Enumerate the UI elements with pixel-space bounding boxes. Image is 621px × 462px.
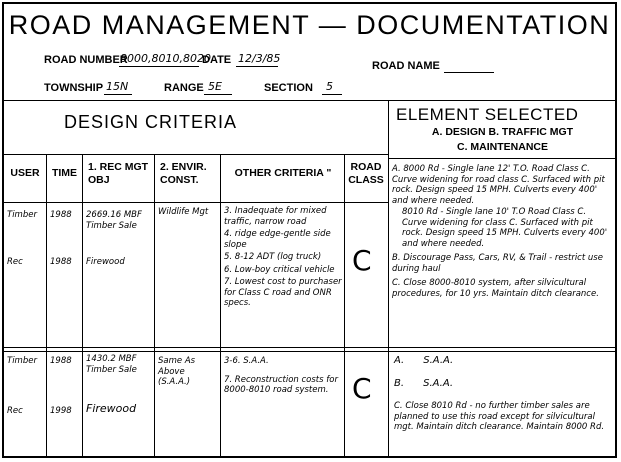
s2-element-text [394,356,612,433]
s2-row1-envir: Same As Above (S.A.A.) [158,356,196,387]
page-title: ROAD MANAGEMENT — DOCUMENTATION [8,10,611,40]
s2-row2-user: Rec [7,406,23,416]
s1-row2-rec-mgt: Firewood [86,257,125,267]
section-divider-2 [4,351,615,352]
s1-row1-rec-mgt: 2669.16 MBF Timber Sale [86,210,142,231]
column-header-other-criteria: OTHER CRITERIA " [234,167,332,179]
header-divider [4,100,615,101]
s2-row2-rec-mgt: Firewood [86,402,137,415]
road-number-underline [119,66,199,67]
township-underline [104,94,132,95]
s2-criteria-item: 3-6. S.A.A. [224,356,269,366]
s2-row2-time: 1998 [50,406,72,416]
s1-row2-time: 1988 [50,257,72,267]
element-header-line [388,158,615,159]
column-header-time: TIME [51,167,78,179]
column-header-road-class: ROAD CLASS [348,161,384,186]
s1-other-criteria-list [224,206,342,309]
date-label: DATE [202,54,232,66]
township-label: TOWNSHIP [44,82,104,94]
s2-element-a: A. S.A.A. [394,355,454,366]
s2-element-b: B. S.A.A. [394,377,454,389]
road-name-label: ROAD NAME [372,60,440,72]
road-number-value: 8000,8010,8020 [120,52,211,65]
column-header-bottom-line [4,202,388,203]
col-divider-other [344,154,345,456]
section-underline [322,94,342,95]
section-label: SECTION [264,82,313,94]
column-header-user: USER [10,167,40,179]
s1-element-b: B. Discourage Pass, Cars, RV, & Trail - restrict use during haul [392,253,603,274]
column-header-rec-mgt-obj: 1. REC MGT OBJ [88,161,149,186]
s1-criteria-item: 5. 8-12 ADT (log truck) [224,252,322,262]
s2-criteria-item: 7. Reconstruction costs for 8000-8010 road system. [224,374,338,395]
s1-element-a2: 8010 Rd - Single lane 10' T.O Road Class C. Curve widening for class C. Surfaced with pit rock. Design speed 15 MPH. Culverts every 400' and where needed. [402,207,608,249]
range-value: 5E [208,80,222,93]
s1-criteria-item: 4. ridge edge-gentle side slope [224,229,331,250]
s2-row1-time: 1988 [50,356,72,366]
s1-criteria-item: 6. Low-boy critical vehicle [224,264,335,275]
s1-criteria-item: 3. Inadequate for mixed traffic, narrow road [224,206,327,227]
s1-road-class: C [352,244,372,277]
col-divider-rec [154,154,155,456]
s1-element-a: A. 8000 Rd - Single lane 12' T.O. Road Class C. Curve widening for road class C. Surfaced with pit rock. Design speed 15 MPH. Culverts every 400' and where needed. [392,164,605,206]
s2-row1-rec-mgt: 1430.2 MBF Timber Sale [86,354,137,375]
column-header-top-line [4,154,388,155]
s1-element-c: C. Close 8000-8010 system, after silvicultural procedures, for 10 yrs. Maintain ditch clearance. [392,278,599,299]
s1-row1-time: 1988 [50,210,72,220]
s2-row1-user: Timber [7,356,37,366]
documentation-form [2,2,617,458]
range-underline [204,94,232,95]
s2-road-class: C [352,372,372,405]
date-underline [236,66,278,67]
section-value: 5 [326,80,333,93]
s1-criteria-item: 7. Lowest cost to purchaser for Class C road and ONR specs. [224,277,342,308]
township-value: 15N [106,80,129,93]
s2-other-criteria-list [224,356,342,396]
date-value: 12/3/85 [238,52,281,65]
road-name-underline [444,72,494,73]
element-selected-heading: ELEMENT SELECTED [396,105,579,124]
section-divider-1 [4,347,615,348]
element-selected-line2: C. MAINTENANCE [457,141,548,153]
criteria-element-divider [388,100,389,456]
col-divider-envir [220,154,221,456]
s2-element-c: C. Close 8010 Rd - no further timber sales are planned to use this road except for silvicultural mgt. Maintain ditch clearance. Maintain 8000 Rd. [394,401,605,432]
s1-row1-user: Timber [7,210,37,220]
road-number-label: ROAD NUMBER [44,54,128,66]
s1-row2-user: Rec [7,257,23,267]
col-divider-time [82,154,83,456]
column-header-envir-const: 2. ENVIR. CONST. [160,161,207,186]
range-label: RANGE [164,82,204,94]
element-selected-line1: A. DESIGN B. TRAFFIC MGT [431,126,574,138]
s1-row1-envir: Wildlife Mgt [158,207,209,217]
s1-element-text [392,164,612,299]
col-divider-user [46,154,47,456]
design-criteria-heading: DESIGN CRITERIA [64,112,238,132]
